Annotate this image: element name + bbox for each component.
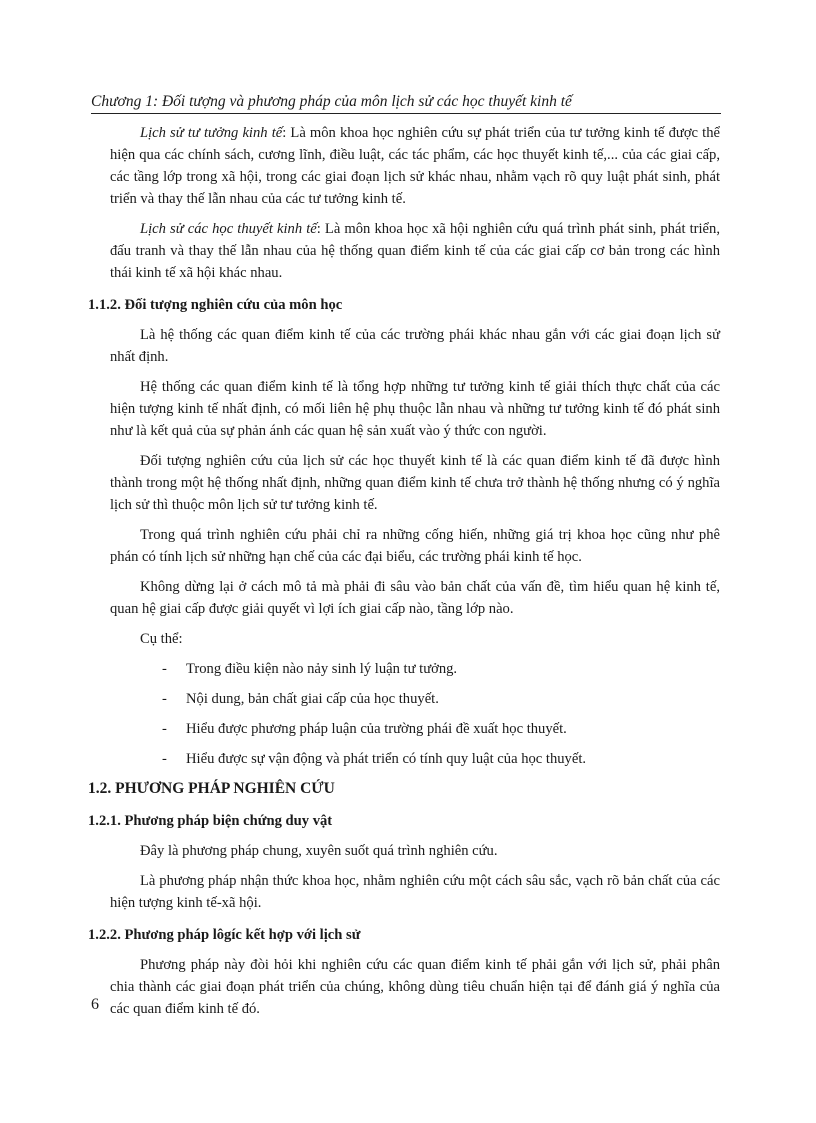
heading-1-2-1: 1.2.1. Phương pháp biện chứng duy vật	[88, 813, 333, 829]
definition-economic-doctrines-history: : Là môn khoa học xã hội nghiên cứu quá trình phát sinh, phát triển, đấu tranh và thay thế lẫn nhau của hệ thống quan điểm kinh tế của các giai cấp cơ bản trong các hình thái kinh tế xã hội khác nhau.	[110, 221, 720, 281]
paragraph: Hệ thống các quan điểm kinh tế là tổng hợp những tư tưởng kinh tế giải thích thực chất của các hiện tượng kinh tế nhất định, có mối liên hệ phụ thuộc lẫn nhau và những tư tưởng kinh tế đó phát sinh như là kết quả của sự phản ánh các quan hệ sản xuất vào ý thức con người.	[110, 379, 720, 439]
heading-1-2: 1.2. PHƯƠNG PHÁP NGHIÊN CỨU	[88, 780, 335, 797]
paragraph: Đối tượng nghiên cứu của lịch sử các học thuyết kinh tế là các quan điểm kinh tế đã được hình thành trong một hệ thống nhất định, những quan điểm kinh tế chưa trở thành hệ thống nhưng có ý nghĩa lịch sử thì thuộc môn lịch sử tư tưởng kinh tế.	[110, 453, 720, 513]
list-item	[110, 688, 720, 710]
term-economic-thought-history: Lịch sử tư tưởng kinh tế	[140, 125, 283, 141]
paragraph: Đây là phương pháp chung, xuyên suốt quá trình nghiên cứu.	[140, 843, 498, 859]
list-item	[110, 748, 720, 770]
list-item-text: Hiểu được sự vận động và phát triển có tính quy luật của học thuyết.	[186, 751, 587, 767]
list-item-text: Nội dung, bản chất giai cấp của học thuyết.	[186, 691, 439, 707]
list-item-text: Trong điều kiện nào nảy sinh lý luận tư tưởng.	[186, 661, 458, 677]
paragraph: Phương pháp này đòi hỏi khi nghiên cứu các quan điểm kinh tế phải gắn với lịch sử, phải phân chia thành các giai đoạn phát triển của chúng, không dùng tiêu chuẩn hiện tại để đánh giá ý nghĩa của các quan điểm kinh tế đó.	[110, 957, 720, 1017]
heading-1-1-2: 1.1.2. Đối tượng nghiên cứu của môn học	[88, 297, 343, 313]
paragraph-economic-thought-history	[110, 122, 720, 210]
definition-economic-thought-history: : Là môn khoa học nghiên cứu sự phát triển của tư tưởng kinh tế được thể hiện qua các chính sách, cương lĩnh, điều luật, các tác phẩm, các học thuyết kinh tế,... của các giai cấp, các tầng lớp trong xã hội, trong các giai đoạn lịch sử khác nhau, nhằm vạch rõ quy luật phát sinh, phát triển và thay thế lẫn nhau của các tư tưởng kinh tế.	[110, 125, 720, 207]
list-item-text: Hiểu được phương pháp luận của trường phái đề xuất học thuyết.	[186, 721, 567, 737]
dash-bullet: -	[162, 661, 167, 677]
page-content	[88, 122, 720, 1028]
list-item	[110, 718, 720, 740]
paragraph: Là phương pháp nhận thức khoa học, nhằm nghiên cứu một cách sâu sắc, vạch rõ bản chất của các hiện tượng kinh tế-xã hội.	[110, 873, 720, 911]
paragraph: Trong quá trình nghiên cứu phải chỉ ra những cống hiến, những giá trị khoa học cũng như phê phán có tính lịch sử những hạn chế của các đại biểu, các trường phái kinh tế học.	[110, 527, 720, 565]
dash-bullet: -	[162, 691, 167, 707]
heading-1-2-2: 1.2.2. Phương pháp lôgíc kết hợp với lịch sử	[88, 927, 361, 943]
page-number: 6	[91, 996, 99, 1013]
paragraph-specifics-intro: Cụ thể:	[140, 631, 183, 647]
paragraph: Là hệ thống các quan điểm kinh tế của các trường phái khác nhau gắn với các giai đoạn lịch sử nhất định.	[110, 327, 720, 365]
paragraph-economic-doctrines-history	[110, 218, 720, 284]
list-item	[110, 658, 720, 680]
term-economic-doctrines-history: Lịch sử các học thuyết kinh tế	[140, 221, 317, 237]
dash-list	[110, 658, 720, 770]
paragraph: Không dừng lại ở cách mô tả mà phải đi sâu vào bản chất của vấn đề, tìm hiểu quan hệ kinh tế, quan hệ giai cấp được giải quyết vì lợi ích giai cấp nào, tầng lớp nào.	[110, 579, 720, 617]
running-header: Chương 1: Đối tượng và phương pháp của môn lịch sử các học thuyết kinh tế	[91, 93, 572, 110]
dash-bullet: -	[162, 721, 167, 737]
dash-bullet: -	[162, 751, 167, 767]
header-rule	[91, 113, 721, 114]
